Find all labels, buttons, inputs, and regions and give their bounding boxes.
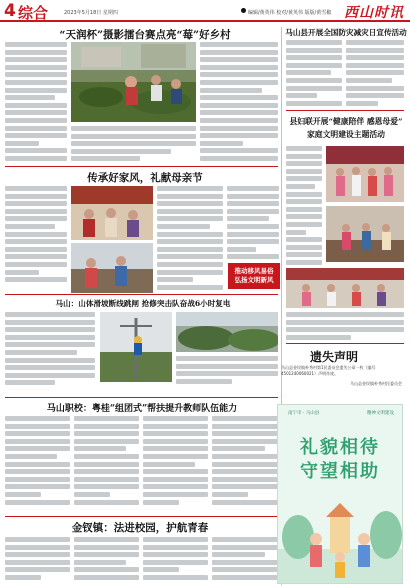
- article-body-campus-col2: [74, 537, 139, 585]
- article-body-campus-col1: [5, 537, 70, 585]
- article-photo-tea: [71, 42, 196, 122]
- poster-top-left: 南宁市 · 马山县: [288, 411, 320, 416]
- article-body-school-col3: [143, 416, 208, 512]
- article-body-love-col3: [157, 186, 223, 290]
- article-body-power-col3: [176, 356, 278, 390]
- article-body-campus-col4: [212, 537, 278, 585]
- article-body-power-col1: [5, 312, 95, 392]
- article-photo-love-2: [71, 243, 153, 293]
- campaign-stamp: [228, 263, 280, 289]
- article-title-power: 马山：山体滑坡断线跳闸 抢修突击队奋战6小时复电: [55, 299, 231, 308]
- article-photo-love-1: [71, 186, 153, 240]
- notice-title: 遗失声明: [310, 350, 359, 364]
- article-body-school-col1: [5, 416, 70, 512]
- article-body-defense-col2: [346, 40, 404, 106]
- section-divider: [5, 166, 278, 167]
- article-body-tea-bottom: [71, 126, 196, 164]
- article-title-school: 马山职校：粤桂“组团式”帮扶提升教师队伍能力: [46, 404, 238, 414]
- section-divider: [5, 294, 278, 295]
- article-photo-power-1: [100, 312, 172, 382]
- poster-illustration: [278, 487, 403, 584]
- article-title-defense: 马山县开展全国防灾减灾日宣传活动: [285, 28, 407, 37]
- page-number: 4: [4, 1, 16, 21]
- newspaper-logo: 西山时讯: [344, 5, 404, 21]
- article-title-tea: “天润杯”摄影擂台赛点亮“莓”好乡村: [59, 29, 231, 41]
- editor-credits: 编辑/黄英伟 校对/黄英伟 版版/黄雪椒: [248, 10, 332, 16]
- bullet-icon: [241, 8, 246, 13]
- stamp-line-2: 弘扬文明新风: [234, 276, 274, 284]
- article-title-campus: 金钗镇：法进校园，护航青春: [71, 522, 209, 534]
- issue-date: 2023年5月18日 星期四: [64, 10, 118, 16]
- article-body-defense-col1: [286, 40, 342, 106]
- article-photo-family-1: [326, 146, 404, 202]
- article-body-tea-col1: [5, 42, 67, 162]
- poster-slogan-2: 守望相助: [300, 461, 380, 482]
- poster-slogan-1: 礼貌相待: [300, 437, 380, 458]
- article-body-campus-col3: [143, 537, 208, 585]
- article-subtitle-family: 家庭文明建设主题活动: [307, 130, 385, 139]
- article-title-family: 县妇联开展“健康陪伴 感恩母爱”: [289, 117, 403, 126]
- article-body-school-col4: [212, 416, 278, 512]
- section-divider: [286, 110, 404, 111]
- section-divider: [286, 343, 404, 344]
- page-header: [0, 0, 410, 22]
- article-body-love-col4: [227, 186, 279, 260]
- section-divider: [5, 516, 278, 517]
- article-body-family-col1: [286, 146, 322, 266]
- section-name: 综合: [18, 4, 49, 22]
- stamp-line-1: 推动移风易俗: [234, 267, 274, 275]
- notice-signature: 马山县金钗镇朴秀村民委员会: [350, 381, 402, 386]
- section-divider: [5, 397, 278, 398]
- civic-poster: [277, 404, 403, 584]
- article-photo-family-2: [326, 206, 404, 262]
- notice-body: 马山县金钗镇朴秀村第1民委员会遗失公章一枚（编号4501240060021）声明作废。: [281, 365, 376, 376]
- article-photo-family-3: [286, 268, 404, 308]
- article-body-school-col2: [74, 416, 139, 512]
- article-body-family-bottom: [286, 312, 404, 340]
- article-photo-power-2: [176, 312, 278, 352]
- poster-top-right: 精神文明建设: [367, 411, 394, 416]
- poster-header: [288, 410, 394, 419]
- article-body-love-col1: [5, 186, 67, 286]
- article-body-tea-col3: [200, 42, 278, 162]
- article-title-love: 传承好家风，礼献母亲节: [87, 172, 203, 184]
